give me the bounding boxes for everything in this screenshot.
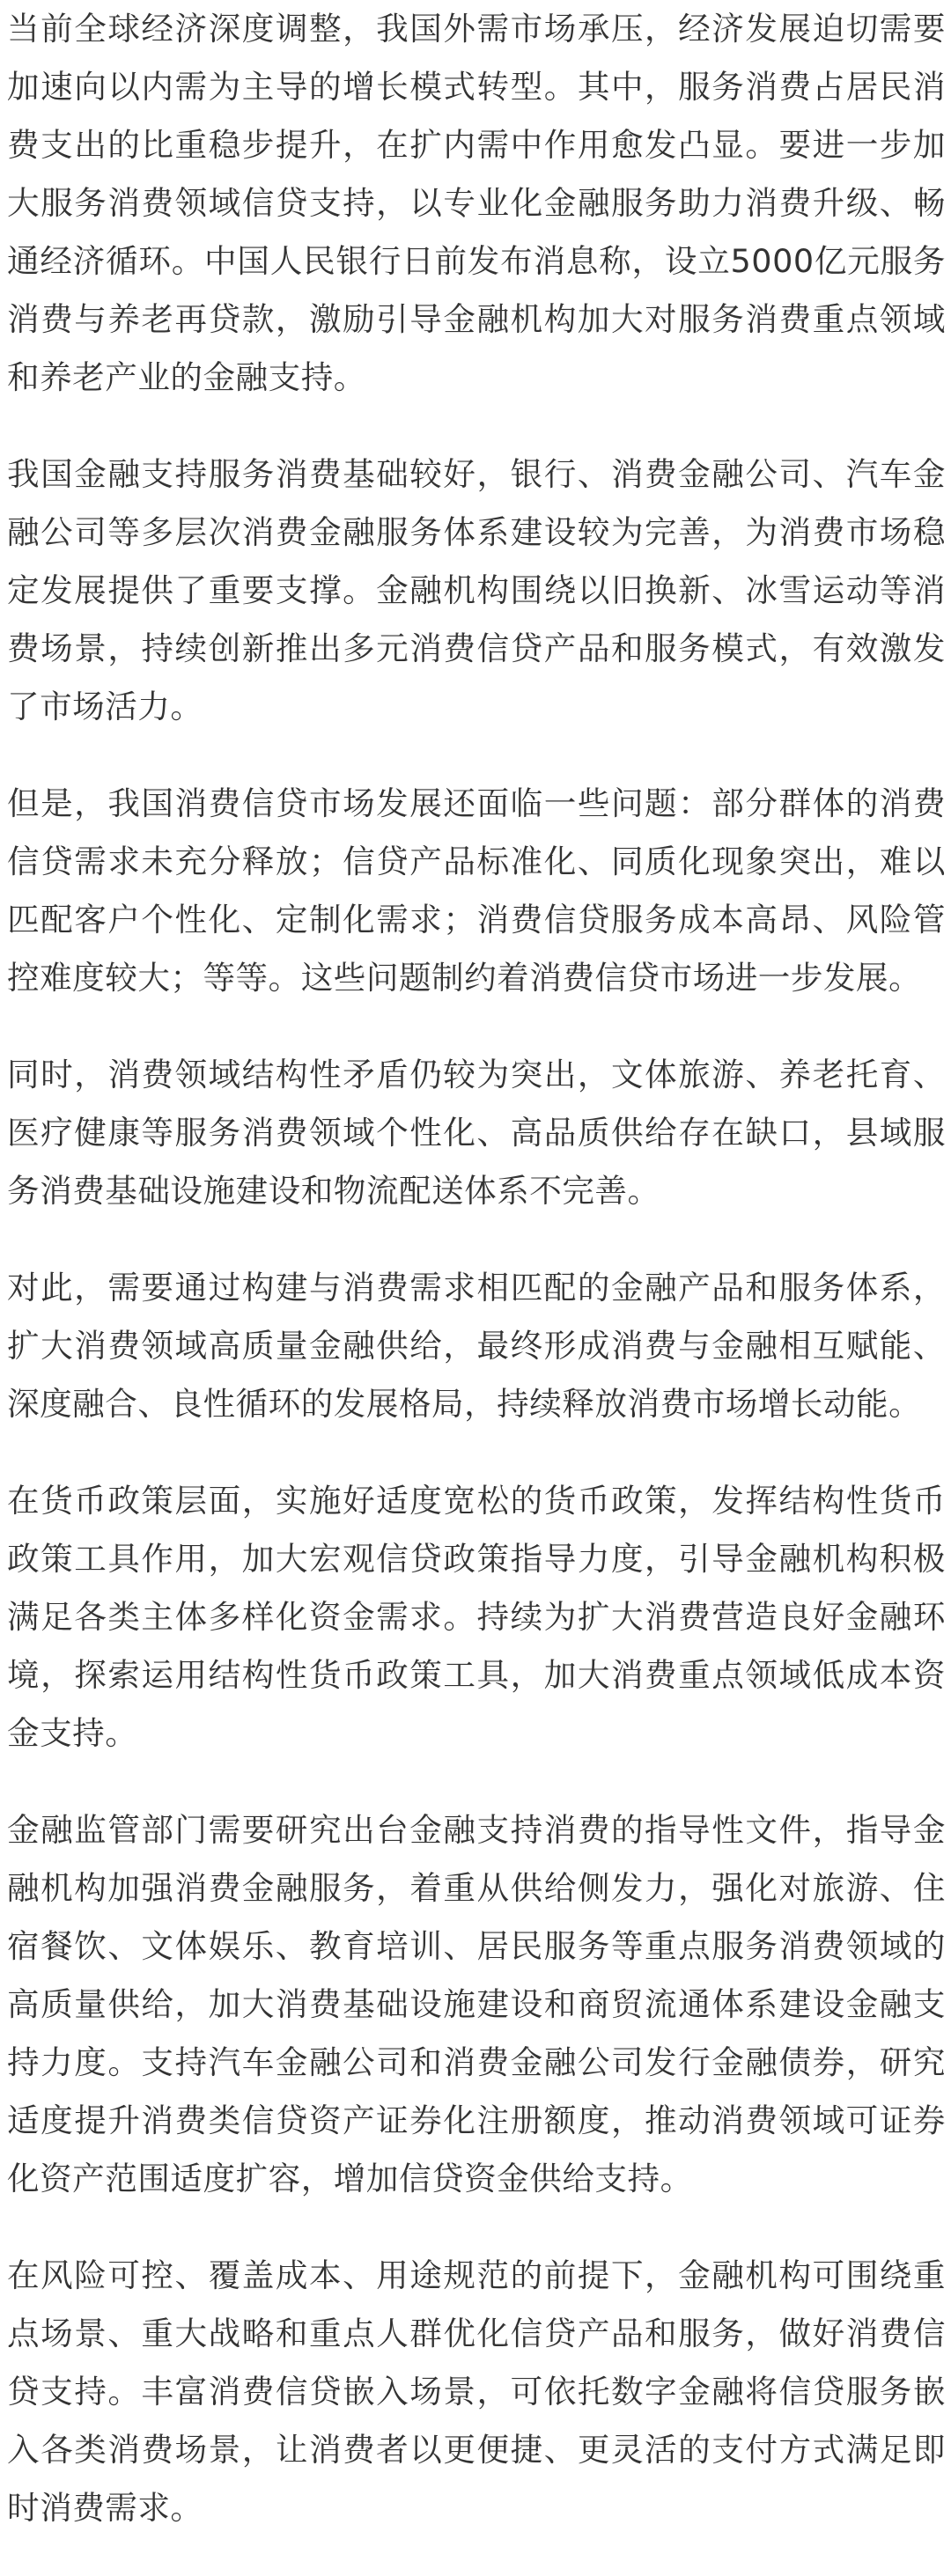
paragraph-3: 但是，我国消费信贷市场发展还面临一些问题：部分群体的消费信贷需求未充分释放；信贷产品标准化、同质化现象突出，难以匹配客户个性化、定制化需求；消费信贷服务成本高昂、风险管控难度较大；等等。这些问题制约着消费信贷市场进一步发展。 [7,784,946,997]
paragraph-5: 对此，需要通过构建与消费需求相匹配的金融产品和服务体系，扩大消费领域高质量金融供给，最终形成消费与金融相互赋能、深度融合、良性循环的发展格局，持续释放消费市场增长动能。 [7,1269,946,1423]
article-body [7,0,946,2576]
paragraph-7: 金融监管部门需要研究出台金融支持消费的指导性文件，指导金融机构加强消费金融服务，着重从供给侧发力，强化对旅游、住宿餐饮、文体娱乐、教育培训、居民服务等重点服务消费领域的高质量供给，加大消费基础设施建设和商贸流通体系建设金融支持力度。支持汽车金融公司和消费金融公司发行金融债券，研究适度提升消费类信贷资产证券化注册额度，推动消费领域可证券化资产范围适度扩容，增加信贷资金供给支持。 [7,1811,946,2197]
paragraph-8: 在风险可控、覆盖成本、用途规范的前提下，金融机构可围绕重点场景、重大战略和重点人群优化信贷产品和服务，做好消费信贷支持。丰富消费信贷嵌入场景，可依托数字金融将信贷服务嵌入各类消费场景，让消费者以更便捷、更灵活的支付方式满足即时消费需求。 [7,2256,946,2527]
paragraph-6: 在货币政策层面，实施好适度宽松的货币政策，发挥结构性货币政策工具作用，加大宏观信贷政策指导力度，引导金融机构积极满足各类主体多样化资金需求。持续为扩大消费营造良好金融环境，探索运用结构性货币政策工具，加大消费重点领域低成本资金支持。 [7,1482,946,1752]
paragraph-2: 我国金融支持服务消费基础较好，银行、消费金融公司、汽车金融公司等多层次消费金融服务体系建设较为完善，为消费市场稳定发展提供了重要支撑。金融机构围绕以旧换新、冰雪运动等消费场景，持续创新推出多元消费信贷产品和服务模式，有效激发了市场活力。 [7,455,946,725]
paragraph-4: 同时，消费领域结构性矛盾仍较为突出，文体旅游、养老托育、医疗健康等服务消费领域个性化、高品质供给存在缺口，县域服务消费基础设施建设和物流配送体系不完善。 [7,1056,946,1210]
paragraph-1: 当前全球经济深度调整，我国外需市场承压，经济发展迫切需要加速向以内需为主导的增长模式转型。其中，服务消费占居民消费支出的比重稳步提升，在扩内需中作用愈发凸显。要进一步加大服务消费领域信贷支持，以专业化金融服务助力消费升级、畅通经济循环。中国人民银行日前发布消息称，设立5000亿元服务消费与养老再贷款，激励引导金融机构加大对服务消费重点领域和养老产业的金融支持。 [7,10,946,396]
